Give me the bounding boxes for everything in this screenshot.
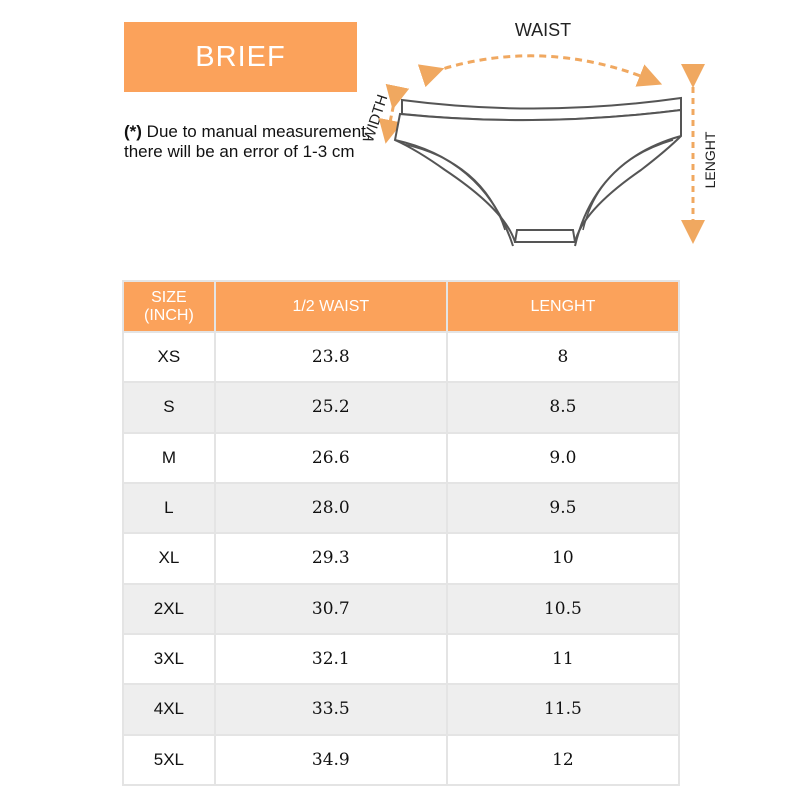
note-text: Due to manual measurement, there will be an error of 1-3 cm — [124, 122, 371, 161]
waist-cell: 28.0 — [215, 483, 447, 533]
waist-cell: 25.2 — [215, 382, 447, 432]
size-cell: L — [123, 483, 215, 533]
size-cell: S — [123, 382, 215, 432]
size-cell: 3XL — [123, 634, 215, 684]
waist-cell: 33.5 — [215, 684, 447, 734]
measurement-note — [124, 122, 374, 162]
length-cell: 11 — [447, 634, 679, 684]
table-row — [123, 735, 679, 785]
size-cell: M — [123, 433, 215, 483]
table-row — [123, 382, 679, 432]
table-header-row — [123, 281, 679, 332]
length-cell: 9.0 — [447, 433, 679, 483]
brief-measurement-diagram — [355, 10, 735, 260]
size-chart-table — [122, 280, 680, 786]
waist-arrow — [433, 56, 651, 80]
length-cell: 12 — [447, 735, 679, 785]
header-half-waist: 1/2 WAIST — [215, 281, 447, 332]
length-label: LENGHT — [702, 131, 718, 189]
table-row — [123, 634, 679, 684]
length-cell: 10 — [447, 533, 679, 583]
header-length: LENGHT — [447, 281, 679, 332]
table-row — [123, 533, 679, 583]
size-cell: 2XL — [123, 584, 215, 634]
size-cell: XS — [123, 332, 215, 382]
waist-cell: 30.7 — [215, 584, 447, 634]
product-title: BRIEF — [195, 40, 286, 73]
header-size — [123, 281, 215, 332]
size-cell: 5XL — [123, 735, 215, 785]
note-asterisk: (*) — [124, 122, 142, 141]
length-cell: 8 — [447, 332, 679, 382]
product-title-badge — [124, 22, 357, 92]
size-cell: 4XL — [123, 684, 215, 734]
header-size-line1: SIZE — [151, 288, 187, 306]
length-cell: 11.5 — [447, 684, 679, 734]
waist-cell: 34.9 — [215, 735, 447, 785]
waist-cell: 26.6 — [215, 433, 447, 483]
length-cell: 8.5 — [447, 382, 679, 432]
table-row — [123, 332, 679, 382]
length-cell: 9.5 — [447, 483, 679, 533]
waist-label: WAIST — [514, 20, 572, 40]
brief-outline-icon — [395, 98, 681, 246]
size-cell: XL — [123, 533, 215, 583]
waist-cell: 23.8 — [215, 332, 447, 382]
waist-cell: 29.3 — [215, 533, 447, 583]
waist-cell: 32.1 — [215, 634, 447, 684]
length-cell: 10.5 — [447, 584, 679, 634]
table-row — [123, 483, 679, 533]
header-size-line2: (INCH) — [144, 306, 194, 324]
table-row — [123, 684, 679, 734]
width-label: WIDTH — [360, 92, 392, 145]
table-row — [123, 584, 679, 634]
table-row — [123, 433, 679, 483]
